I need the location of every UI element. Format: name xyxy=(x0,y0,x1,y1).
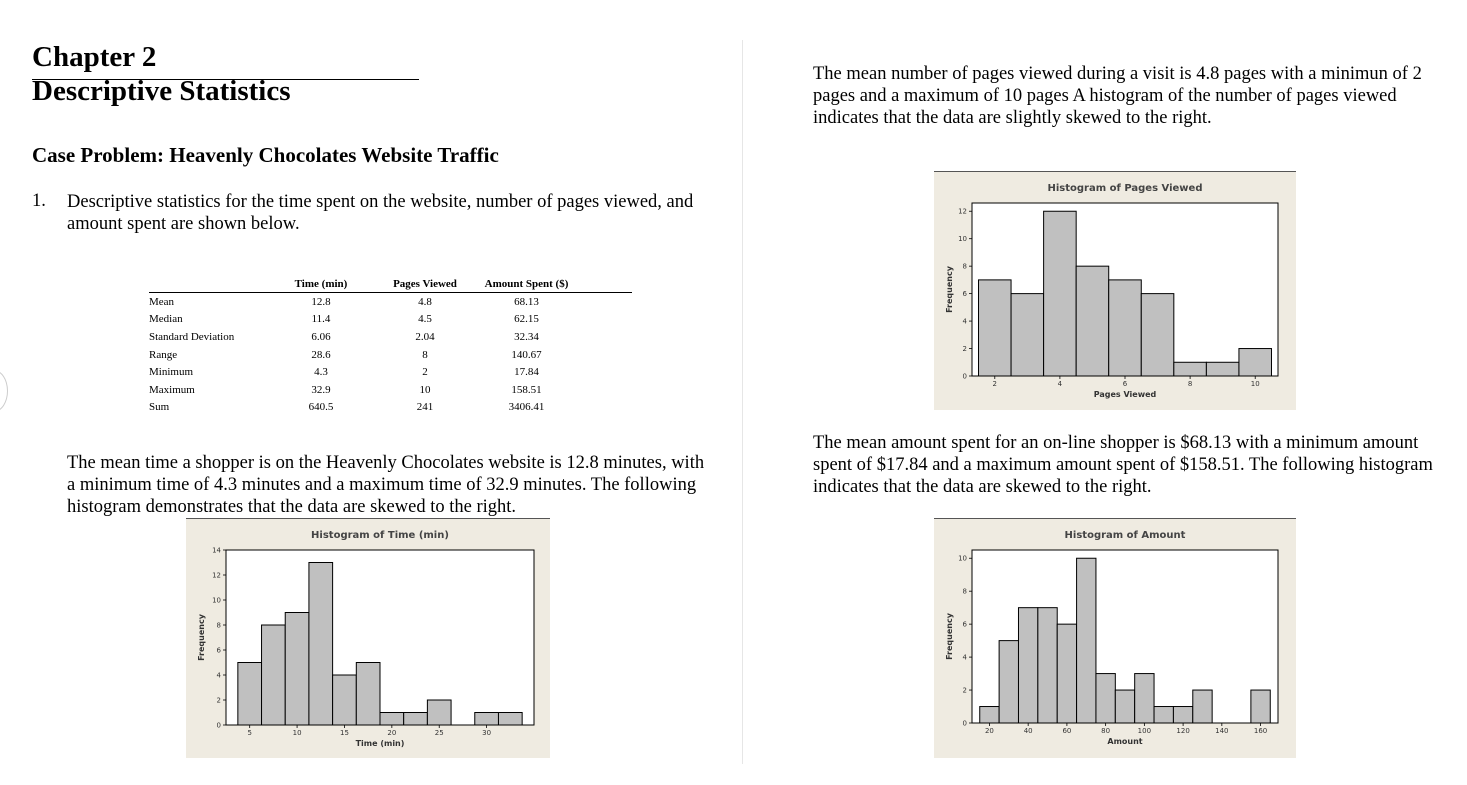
table-header-row xyxy=(149,277,632,293)
histogram-time-chart xyxy=(186,518,550,758)
x-tick-label: 25 xyxy=(434,729,444,737)
histogram-bar xyxy=(1173,707,1192,723)
table-cell: 12.8 xyxy=(311,295,331,308)
histogram-bar xyxy=(1135,674,1154,723)
table-cell-blank xyxy=(588,346,632,364)
column-header: Pages Viewed xyxy=(385,277,465,293)
x-tick-label: 120 xyxy=(1176,727,1190,735)
histogram-pages-chart xyxy=(934,171,1296,410)
row-label: Median xyxy=(149,313,183,326)
header-blank xyxy=(149,277,257,293)
table-cell: 32.34 xyxy=(514,330,539,343)
table-cell: 32.9 xyxy=(311,383,331,396)
table-cell: 6.06 xyxy=(311,330,331,343)
row-label: Minimum xyxy=(149,366,194,379)
page-divider xyxy=(742,40,743,764)
table-cell-blank xyxy=(588,328,632,346)
histogram-bar xyxy=(1174,362,1207,376)
histogram-bar xyxy=(1018,608,1037,723)
table-row xyxy=(149,311,632,329)
x-tick-label: 100 xyxy=(1137,727,1152,735)
histogram-bar xyxy=(1154,707,1173,723)
y-axis-label: Frequency xyxy=(197,614,206,661)
x-tick-label: 140 xyxy=(1215,727,1229,735)
table-cell: 28.6 xyxy=(311,348,331,361)
table-cell-blank xyxy=(588,311,632,329)
table-cell: 62.15 xyxy=(514,313,539,326)
row-label: Sum xyxy=(149,401,170,414)
x-tick-label: 30 xyxy=(482,729,492,737)
table-cell: 4.3 xyxy=(314,366,328,379)
table-cell-blank xyxy=(588,293,632,311)
table-row xyxy=(149,328,632,346)
case-problem-title: Case Problem: Heavenly Chocolates Website Traffic xyxy=(32,143,499,167)
x-axis-label: Time (min) xyxy=(355,739,405,748)
histogram-bar xyxy=(1011,294,1044,376)
y-tick-label: 4 xyxy=(962,317,967,326)
item-number: 1. xyxy=(32,191,46,211)
table-row xyxy=(149,381,632,399)
histogram-bar xyxy=(1109,280,1142,376)
histogram-bar xyxy=(238,663,262,726)
y-tick-label: 6 xyxy=(216,646,221,655)
histogram-bar xyxy=(1141,294,1174,376)
histogram-bar xyxy=(1239,349,1272,376)
histogram-bar xyxy=(1076,266,1109,376)
x-tick-label: 80 xyxy=(1101,727,1111,735)
histogram-bar xyxy=(427,700,451,725)
histogram-bar xyxy=(1251,690,1270,723)
row-label: Maximum xyxy=(149,383,195,396)
row-label: Standard Deviation xyxy=(149,330,235,343)
x-tick-label: 4 xyxy=(1057,380,1063,388)
y-tick-label: 8 xyxy=(962,262,967,271)
chapter-heading: Chapter 2 xyxy=(32,41,157,73)
x-tick-label: 10 xyxy=(292,729,302,737)
histogram-amount-svg xyxy=(934,519,1296,758)
y-axis-label: Frequency xyxy=(945,266,954,313)
x-tick-label: 2 xyxy=(992,380,998,388)
y-tick-label: 2 xyxy=(216,696,221,705)
x-axis-label: Amount xyxy=(1107,737,1143,746)
histogram-bar xyxy=(980,707,999,723)
y-tick-label: 12 xyxy=(212,571,221,580)
histogram-bar xyxy=(1096,674,1115,723)
table-cell-blank xyxy=(588,381,632,399)
histogram-bar xyxy=(356,663,380,726)
table-row xyxy=(149,363,632,381)
chart-title: Histogram of Amount xyxy=(1064,530,1186,541)
y-tick-label: 2 xyxy=(962,345,967,354)
table-cell: 4.5 xyxy=(418,313,432,326)
table-cell: 8 xyxy=(422,348,428,361)
table-row xyxy=(149,399,632,417)
x-tick-label: 15 xyxy=(340,729,349,737)
table-cell-blank xyxy=(588,399,632,417)
table-cell: 10 xyxy=(419,383,431,396)
histogram-bar xyxy=(1193,690,1212,723)
y-tick-label: 0 xyxy=(962,719,967,728)
histogram-bar xyxy=(1077,558,1096,723)
chapter-subtitle: Descriptive Statistics xyxy=(32,75,291,107)
y-tick-label: 10 xyxy=(958,554,967,563)
histogram-bar xyxy=(1038,608,1057,723)
x-tick-label: 6 xyxy=(1122,380,1128,388)
table-cell: 68.13 xyxy=(514,295,539,308)
table-cell: 17.84 xyxy=(514,366,539,379)
table-cell: 11.4 xyxy=(311,313,331,326)
histogram-pages-svg xyxy=(934,172,1296,410)
descriptive-stats-table xyxy=(149,277,632,416)
x-tick-label: 20 xyxy=(984,727,994,735)
table-cell: 158.51 xyxy=(511,383,542,396)
histogram-bar xyxy=(1057,624,1076,723)
histogram-bar xyxy=(498,713,522,726)
histogram-bar xyxy=(309,563,333,726)
table-cell: 2 xyxy=(422,366,428,379)
y-tick-label: 12 xyxy=(958,207,967,216)
histogram-bar xyxy=(380,713,404,726)
y-tick-label: 10 xyxy=(958,235,967,244)
table-row xyxy=(149,346,632,364)
pages-paragraph: The mean number of pages viewed during a visit is 4.8 pages with a minimun of 2 pages and a maximum of 10 pages A histogram of the number of pages viewed indicates that the data are slightly skewed to the right. xyxy=(813,64,1422,128)
y-tick-label: 8 xyxy=(216,621,221,630)
table-cell: 2.04 xyxy=(415,330,435,343)
header-blank xyxy=(588,277,632,293)
y-tick-label: 4 xyxy=(962,653,967,662)
x-tick-label: 5 xyxy=(247,729,252,737)
x-tick-label: 40 xyxy=(1023,727,1033,735)
time-paragraph: The mean time a shopper is on the Heavenly Chocolates website is 12.8 minutes, with a minimum time of 4.3 minutes and a maximum time of 32.9 minutes. The following histogram demonstrates that the data are skewed to the right. xyxy=(67,453,705,517)
table-cell-blank xyxy=(588,363,632,381)
y-tick-label: 2 xyxy=(962,686,967,695)
x-axis-label: Pages Viewed xyxy=(1093,390,1157,399)
histogram-bar xyxy=(979,280,1012,376)
intro-paragraph: Descriptive statistics for the time spent on the website, number of pages viewed, and amount spent are shown below. xyxy=(67,192,694,234)
histogram-bar xyxy=(1044,211,1077,376)
histogram-bar xyxy=(404,713,428,726)
y-tick-label: 6 xyxy=(962,620,967,629)
histogram-bar xyxy=(333,675,357,725)
histogram-bar xyxy=(999,641,1018,723)
x-tick-label: 8 xyxy=(1187,380,1193,388)
table-cell: 640.5 xyxy=(308,401,334,414)
x-tick-label: 160 xyxy=(1253,727,1268,735)
row-label: Range xyxy=(149,348,178,361)
y-tick-label: 10 xyxy=(212,596,221,605)
histogram-bar xyxy=(475,713,499,726)
y-tick-label: 4 xyxy=(216,671,221,680)
chart-title: Histogram of Pages Viewed xyxy=(1047,183,1203,194)
y-axis-label: Frequency xyxy=(945,613,954,660)
histogram-time-svg xyxy=(186,519,550,758)
histogram-bar xyxy=(262,625,286,725)
y-tick-label: 14 xyxy=(212,546,221,555)
margin-marker xyxy=(0,370,8,412)
histogram-bar xyxy=(285,613,309,726)
y-tick-label: 6 xyxy=(962,290,967,299)
histogram-amount-chart xyxy=(934,518,1296,758)
table-cell: 241 xyxy=(416,401,434,414)
x-tick-label: 60 xyxy=(1062,727,1072,735)
y-tick-label: 0 xyxy=(216,721,221,730)
row-label: Mean xyxy=(149,295,175,308)
x-tick-label: 10 xyxy=(1250,380,1260,388)
y-tick-label: 0 xyxy=(962,372,967,381)
table-row xyxy=(149,293,632,311)
table-cell: 3406.41 xyxy=(508,401,545,414)
chart-title: Histogram of Time (min) xyxy=(311,530,449,541)
histogram-bar xyxy=(1206,362,1239,376)
table-cell: 4.8 xyxy=(418,295,432,308)
histogram-bar xyxy=(1115,690,1134,723)
column-header: Time (min) xyxy=(257,277,385,293)
amount-paragraph: The mean amount spent for an on-line shopper is $68.13 with a minimum amount spent of $17.84 and a maximum amount spent of $158.51. The following histogram indicates that the data are skewed to the right. xyxy=(813,433,1433,497)
table-cell: 140.67 xyxy=(511,348,542,361)
column-header: Amount Spent ($) xyxy=(465,277,588,293)
x-tick-label: 20 xyxy=(387,729,397,737)
y-tick-label: 8 xyxy=(962,587,967,596)
